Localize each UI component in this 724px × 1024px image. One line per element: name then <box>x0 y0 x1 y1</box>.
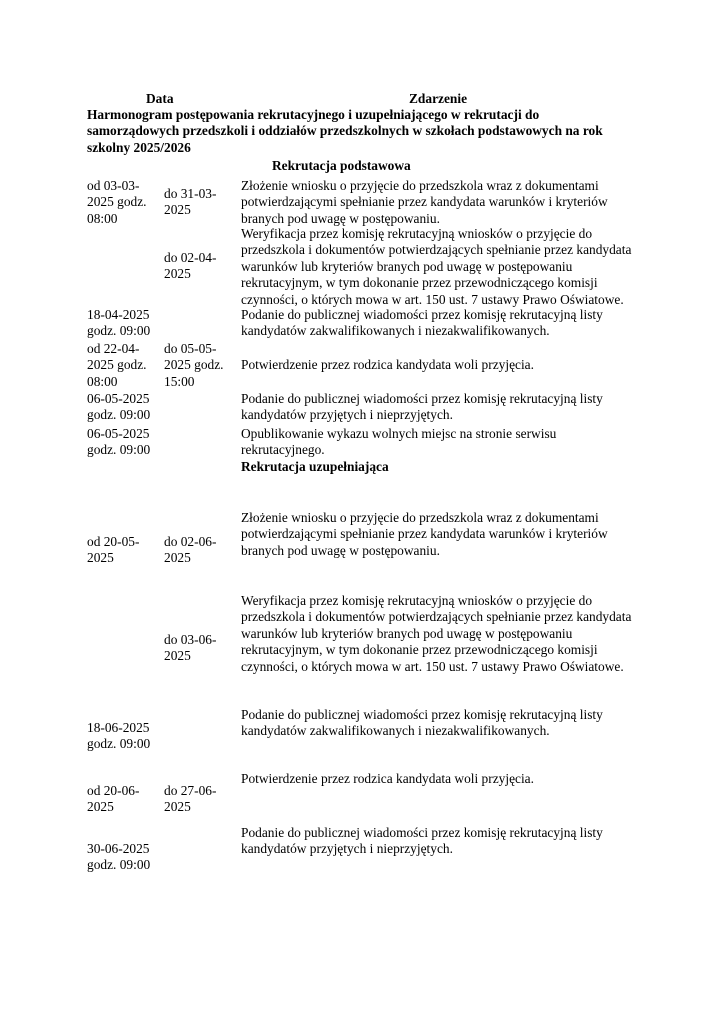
basic-row-6-from: 06-05-2025 godz. 09:00 <box>87 426 151 458</box>
basic-row-4-event: Potwierdzenie przez rodzica kandydata woli przyjęcia. <box>241 357 534 372</box>
basic-row-5-from: 06-05-2025 godz. 09:00 <box>87 391 151 423</box>
supp-row-2-to: do 03-06-2025 <box>164 632 217 664</box>
basic-row-4-from: od 22-04-2025 godz. 08:00 <box>87 341 147 389</box>
basic-row-3-from: 18-04-2025 godz. 09:00 <box>87 307 151 339</box>
column-header-event: Zdarzenie <box>409 91 468 106</box>
basic-row-5-event: Podanie do publicznej wiadomości przez komisję rekrutacyjną listy kandydatów przyjętych i nieprzyjętych. <box>241 391 603 423</box>
basic-row-1-from: od 03-03-2025 godz. 08:00 <box>87 178 147 226</box>
basic-row-2-event: Weryfikacja przez komisję rekrutacyjną wniosków o przyjęcie do przedszkola i dokumentów potwierdzających spełnianie przez kandydata warunków lub kryteriów branych pod uwagę w postępowaniu rekrutacyjnym, w tym dokonanie przez przewodniczącego komisji czynności, o których mowa w art. 150 ust. 7 ustawy Prawo Oświatowe. <box>241 226 632 307</box>
column-header-date: Data <box>146 91 174 106</box>
basic-row-1-to: do 31-03-2025 <box>164 186 217 218</box>
basic-row-6-event: Opublikowanie wykazu wolnych miejsc na stronie serwisu rekrutacyjnego. <box>241 426 557 458</box>
supp-row-2-event: Weryfikacja przez komisję rekrutacyjną wniosków o przyjęcie do przedszkola i dokumentów potwierdzających spełnianie przez kandydata warunków lub kryteriów branych pod uwagę w postępowaniu rekrutacyjnym, w tym dokonanie przez przewodniczącego komisji czynności, o których mowa w art. 150 ust. 7 ustawy Prawo Oświatowe. <box>241 593 632 674</box>
section-heading-supplementary: Rekrutacja uzupełniająca <box>241 459 389 474</box>
supp-row-1-from: od 20-05-2025 <box>87 534 140 566</box>
basic-row-2-to: do 02-04-2025 <box>164 250 217 282</box>
supp-row-4-event: Potwierdzenie przez rodzica kandydata woli przyjęcia. <box>241 771 534 786</box>
basic-row-1-event: Złożenie wniosku o przyjęcie do przedszkola wraz z dokumentami potwierdzającymi spełnianie przez kandydata warunków i kryteriów branych pod uwagę w postępowaniu. <box>241 178 608 226</box>
supp-row-1-to: do 02-06-2025 <box>164 534 217 566</box>
supp-row-3-from: 18-06-2025 godz. 09:00 <box>87 720 151 752</box>
supp-row-3-event: Podanie do publicznej wiadomości przez komisję rekrutacyjną listy kandydatów zakwalifikowanych i niezakwalifikowanych. <box>241 707 603 739</box>
supp-row-4-to: do 27-06-2025 <box>164 783 217 815</box>
supp-row-4-from: od 20-06-2025 <box>87 783 140 815</box>
basic-row-3-event: Podanie do publicznej wiadomości przez komisję rekrutacyjną listy kandydatów zakwalifikowanych i niezakwalifikowanych. <box>241 307 603 339</box>
basic-row-4-to: do 05-05-2025 godz. 15:00 <box>164 341 224 389</box>
section-heading-basic: Rekrutacja podstawowa <box>272 158 411 173</box>
supp-row-5-from: 30-06-2025 godz. 09:00 <box>87 841 151 873</box>
supp-row-5-event: Podanie do publicznej wiadomości przez komisję rekrutacyjną listy kandydatów przyjętych i nieprzyjętych. <box>241 825 603 857</box>
document-title: Harmonogram postępowania rekrutacyjnego i uzupełniającego w rekrutacji do samorządowych przedszkoli i oddziałów przedszkolnych w szkołach podstawowych na rok szkolny 2025/2026 <box>87 107 603 155</box>
supp-row-1-event: Złożenie wniosku o przyjęcie do przedszkola wraz z dokumentami potwierdzającymi spełnianie przez kandydata warunków i kryteriów branych pod uwagę w postępowaniu. <box>241 510 608 558</box>
